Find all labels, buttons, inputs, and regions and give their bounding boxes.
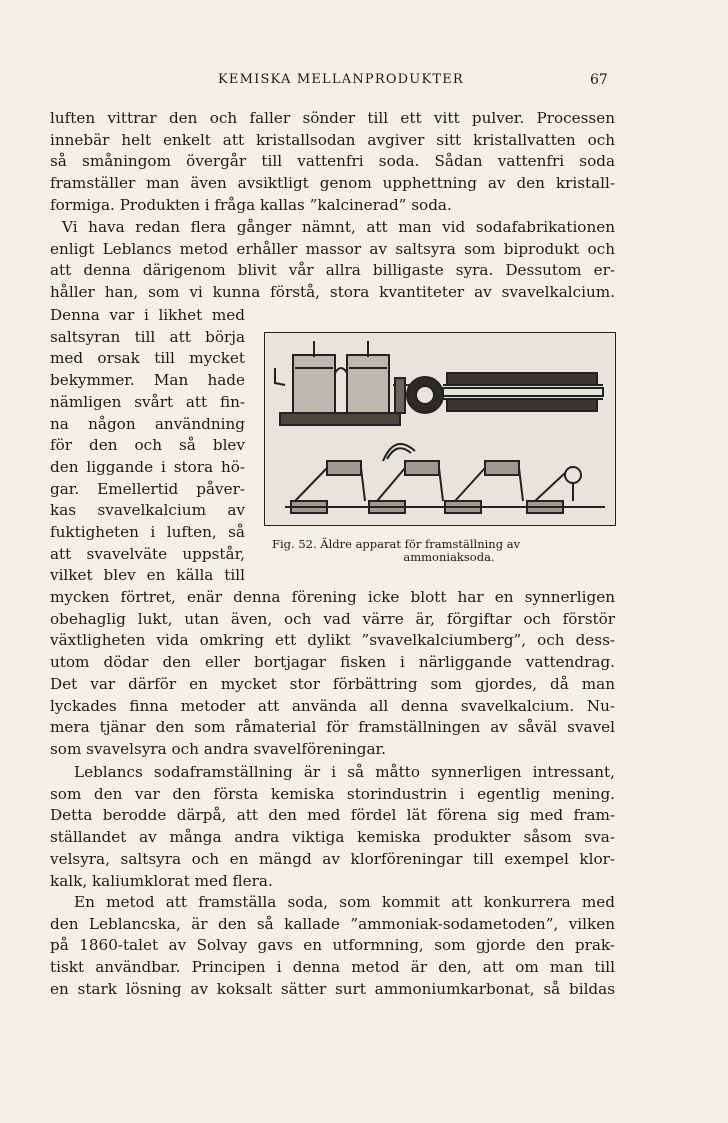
page-number: 67 <box>590 72 608 88</box>
text-line: lyckades finna metoder att använda all denna svavelkalcium. Nu- <box>50 696 615 715</box>
running-header <box>0 72 728 92</box>
text-line: En metod att framställa soda, som kommit att konkurrera med <box>74 893 615 911</box>
carbonating-columns <box>285 444 605 513</box>
caption-line: ammoniaksoda. <box>403 550 495 564</box>
text-line: att svavelväte uppstår, <box>50 544 245 563</box>
text-line: mycken förtret, enär denna förening icke blott har en synnerligen <box>50 588 615 606</box>
text-line: nämligen svårt att fin- <box>50 392 245 411</box>
paragraph-4 <box>50 762 615 892</box>
text-line: luften vittrar den och faller sönder till ett vitt pulver. Processen <box>50 109 615 127</box>
text-line: mera tjänar den som råmaterial för framställningen av såväl svavel <box>50 718 615 737</box>
caption-line: Fig. 52. Äldre apparat för framställning av <box>272 537 521 551</box>
text-line: Leblancs sodaframställning är i så måtto synnerligen intressant, <box>74 763 615 781</box>
text-line: saltsyran till att börja <box>50 327 245 346</box>
text-line: så småningom övergår till vattenfri soda. Sådan vattenfri soda <box>50 152 615 171</box>
text-line: på 1860-talet av Solvay gavs en utformning, som gjorde den prak- <box>50 936 615 955</box>
text-line: för den och så blev <box>50 436 245 455</box>
paragraph-2 <box>50 217 615 304</box>
text-line: fuktigheten i luften, så <box>50 523 245 542</box>
paragraph-5 <box>50 892 615 1001</box>
text-line: som den var den första kemiska storindustrin i egentlig mening. <box>50 784 615 803</box>
text-line: ställandet av många andra viktiga kemiska produkter såsom sva- <box>50 828 615 847</box>
text-line: bekymmer. Man hade <box>50 371 245 390</box>
calcining-furnace <box>443 373 603 411</box>
text-line: den liggande i stora hö- <box>50 457 245 476</box>
paragraph-1 <box>50 108 615 217</box>
text-line: formiga. Produkten i fråga kallas ”kalcinerad” soda. <box>50 195 452 214</box>
text-line: velsyra, saltsyra och en mängd av klorföreningar till exempel klor- <box>50 849 615 868</box>
apparatus-illustration <box>265 333 615 525</box>
text-line: na någon användning <box>50 414 245 433</box>
text-line: tiskt användbar. Principen i denna metod är den, att om man till <box>50 958 615 977</box>
text-line: utom dödar den eller bortjagar fisken i närliggande vattendrag. <box>50 653 615 672</box>
gauge-icon <box>565 467 581 501</box>
text-line: obehaglig lukt, utan även, och vad värre är, förgiftar och förstör <box>50 609 615 628</box>
text-line: med orsak till mycket <box>50 349 245 368</box>
figure-apparatus <box>264 332 616 526</box>
text-line: som svavelsyra och andra svavelföreningar. <box>50 739 386 758</box>
absorption-tanks <box>275 341 415 425</box>
text-line: enligt Leblancs metod erhåller massor av saltsyra som biprodukt och <box>50 239 615 258</box>
text-line: växtligheten vida omkring ett dylikt ”svavelkalciumberg”, och dess- <box>50 631 615 650</box>
text-line: den Leblancska, är den så kallade ”ammoniak-sodametoden”, vilken <box>50 914 615 933</box>
text-line: Denna var i likhet med <box>50 306 245 324</box>
paragraph-3-narrow <box>50 305 245 587</box>
text-line: Det var därför en mycket stor förbättring som gjordes, då man <box>50 674 615 693</box>
paragraph-3-full <box>50 587 615 761</box>
text-line: kas svavelkalcium av <box>50 501 245 520</box>
text-line: kalk, kaliumklorat med flera. <box>50 871 273 890</box>
running-title: KEMISKA MELLANPRODUKTER <box>218 72 464 87</box>
text-line: att denna därigenom blivit vår allra billigaste syra. Dessutom er- <box>50 261 615 280</box>
text-line: Vi hava redan flera gånger nämnt, att man vid sodafabrikationen <box>62 218 615 236</box>
text-line: vilket blev en källa till <box>50 566 245 585</box>
rotating-drum <box>407 377 443 413</box>
text-line: Detta berodde därpå, att den med fördel lät förena sig med fram- <box>50 806 615 825</box>
text-line: framställer man även avsiktligt genom upphettning av den kristall- <box>50 174 615 193</box>
text-line: innebär helt enkelt att kristallsodan avgiver sitt kristallvatten och <box>50 130 615 149</box>
text-line: gar. Emellertid påver- <box>50 479 245 498</box>
figure-caption <box>272 538 612 564</box>
text-line: en stark lösning av koksalt sätter surt ammoniumkarbonat, så bildas <box>50 979 615 998</box>
text-line: håller han, som vi kunna förstå, stora kvantiteter av svavelkalcium. <box>50 283 615 302</box>
